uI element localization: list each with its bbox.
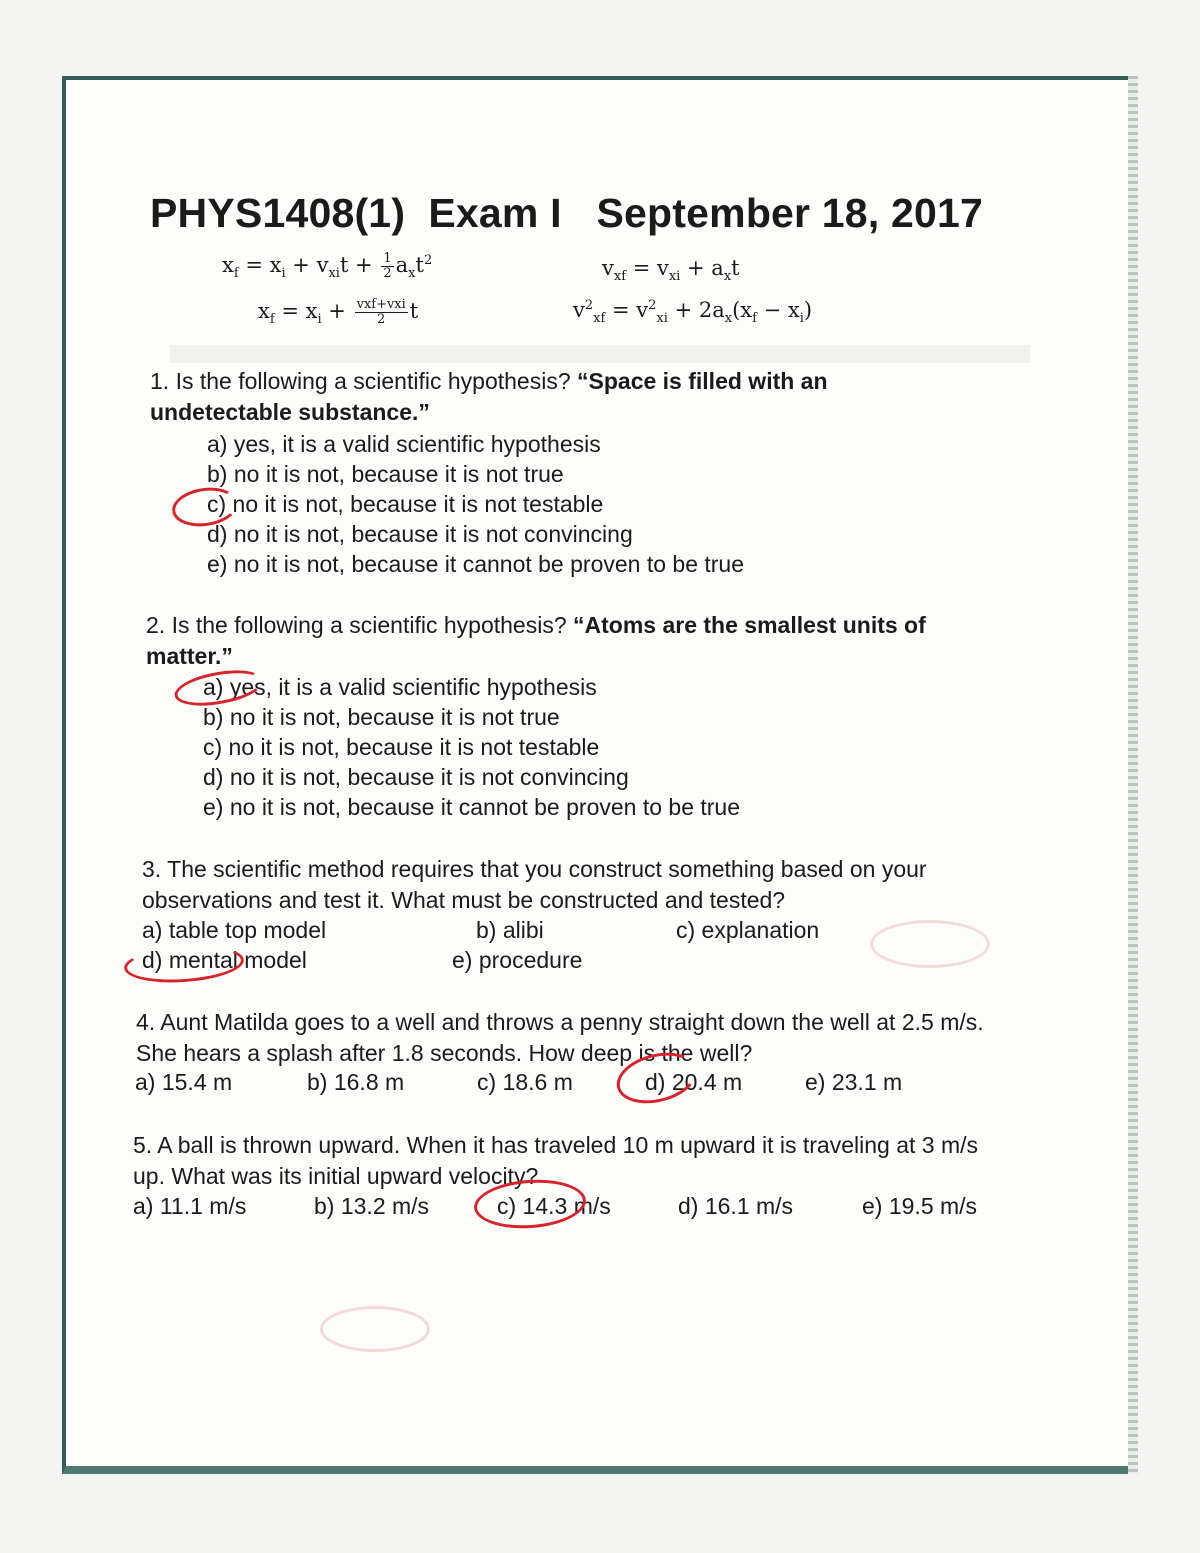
q2-choice-b[interactable]: b) no it is not, because it is not true [203,704,560,730]
question-1-stem: 1. Is the following a scientific hypothesis? [150,368,578,394]
q4-choice-b[interactable]: b) 16.8 m [307,1069,405,1095]
question-2-quote: “Atoms are the smallest units of matter.” [146,612,926,669]
q3-choice-b[interactable]: b) alibi [476,917,544,943]
question-2 [146,610,1016,672]
question-1-quote: “Space is filled with an undetectable substance.” [150,368,828,425]
page-title: PHYS1408(1) Exam I September 18, 2017 [150,190,984,236]
equation-position: $x_f = x_i + v_{xi}t$ + $\frac{1}{2}$ $a_xt^2$ [222,251,433,282]
q1-choice-c[interactable]: c) no it is not, because it is not testable [207,491,604,517]
q3-choice-e[interactable]: e) procedure [452,947,583,973]
question-5-stem: 5. A ball is thrown upward. When it has traveled 10 m upward it is traveling at 3 m/s up. What was its initial upward velocity? [133,1132,979,1189]
q5-choice-a[interactable]: a) 11.1 m/s [133,1193,247,1219]
question-3-stem: 3. The scientific method requires that you construct something based on your observations and test it. What must be constructed and tested? [142,856,927,913]
q5-choice-d[interactable]: d) 16.1 m/s [678,1193,794,1219]
q4-choice-e[interactable]: e) 23.1 m [805,1069,903,1095]
equation-velocity-squared: $v^2_{xf} = v^2_{xi} + 2a_x(x_f - x_i)$ [573,298,813,327]
question-4 [136,1007,1016,1069]
q3-choice-d[interactable]: d) mental model [142,947,307,973]
question-2-stem: 2. Is the following a scientific hypothesis? [146,612,574,638]
equation-velocity: $v_{xf} = v_{xi} + a_xt$ [602,256,740,285]
q5-choice-e[interactable]: e) 19.5 m/s [862,1193,978,1219]
q5-choice-c[interactable]: c) 14.3 m/s [497,1193,611,1219]
q2-choice-d[interactable]: d) no it is not, because it is not convincing [203,764,629,790]
question-5 [133,1130,1013,1192]
bleed-through-mark [870,920,990,968]
q3-choice-c[interactable]: c) explanation [676,917,820,943]
q2-choice-a[interactable]: a) yes, it is a valid scientific hypothesis [203,674,597,700]
q1-choice-d[interactable]: d) no it is not, because it is not convincing [207,521,633,547]
q1-choice-e[interactable]: e) no it is not, because it cannot be proven to be true [207,551,745,577]
question-1 [150,366,970,428]
q1-choice-a[interactable]: a) yes, it is a valid scientific hypothesis [207,431,601,457]
q5-choice-b[interactable]: b) 13.2 m/s [314,1193,430,1219]
page-edge [1128,76,1138,1474]
q3-choice-a[interactable]: a) table top model [142,917,327,943]
q4-choice-c[interactable]: c) 18.6 m [477,1069,573,1095]
q4-choice-a[interactable]: a) 15.4 m [135,1069,233,1095]
q1-choice-b[interactable]: b) no it is not, because it is not true [207,461,564,487]
q2-choice-e[interactable]: e) no it is not, because it cannot be proven to be true [203,794,741,820]
bleed-through-mark [320,1306,430,1352]
question-3 [142,854,1002,916]
question-4-stem: 4. Aunt Matilda goes to a well and throws a penny straight down the well at 2.5 m/s. She hears a splash after 1.8 seconds. How deep is the well? [136,1009,984,1066]
equation-average-velocity: $x_f = x_i$ + $\frac{\text{vxf+vxi}}{2}$ t [258,297,419,328]
q2-choice-c[interactable]: c) no it is not, because it is not testable [203,734,600,760]
q4-choice-d[interactable]: d) 20.4 m [645,1069,743,1095]
